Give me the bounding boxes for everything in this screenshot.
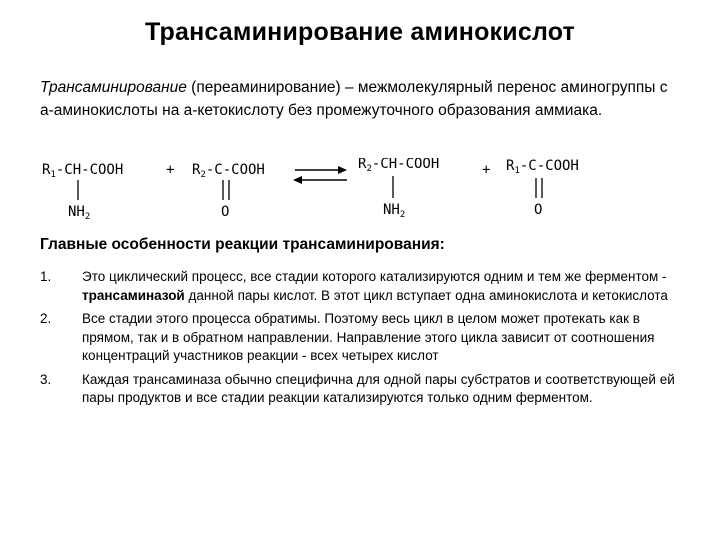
item-text: Все стадии этого процесса обратимы. Поэтому весь цикл в целом может протекать как в прямом, так и в обратном направлении. Направление этого цикла зависит от соотношения концентраций участников реакции - всех четырех кислот <box>82 311 655 363</box>
item-text: Это циклический процесс, все стадии которого катализируются одним и тем же ферментом - трансаминазой данной пары кислот. В этот цикл вступает одна аминокислота и кетокислота <box>82 269 668 303</box>
list-item <box>40 268 680 305</box>
oxygen-label-1: O <box>221 204 230 220</box>
enzyme-term: трансаминазой <box>82 287 185 303</box>
item-number: 3. <box>40 371 52 387</box>
features-list <box>40 268 680 413</box>
intro-term: Трансаминирование <box>40 79 187 96</box>
list-item <box>40 310 680 366</box>
intro-paragraph <box>40 76 680 122</box>
oxygen-label-2: O <box>534 202 543 218</box>
reaction-scheme <box>40 158 690 224</box>
plus-sign-2: + <box>482 162 491 178</box>
reaction-svg <box>40 158 690 224</box>
r1-label: $R_1-CH$-COOH <box>42 162 124 180</box>
intro-text: (переаминирование) – межмолекулярный перенос аминогруппы с а-аминокислоты на а-кетокислоту без промежуточного образования аммиака. <box>40 79 668 119</box>
item-number: 2. <box>40 311 52 326</box>
features-heading: Главные особенности реакции трансаминирования: <box>40 236 445 253</box>
r1b-label: $R_1-C$-COOH <box>506 158 579 176</box>
nh2-label-2: $NH_2$ <box>383 202 406 220</box>
list-item <box>40 371 680 408</box>
item-number: 1. <box>40 269 52 284</box>
reverse-arrow-head <box>293 176 302 184</box>
plus-sign-1: + <box>166 162 175 178</box>
forward-arrow-head <box>338 166 347 174</box>
slide-title: Трансаминирование аминокислот <box>144 18 575 46</box>
r2-label: $R_2-C$-COOH <box>192 162 265 180</box>
item-text: Каждая трансаминаза обычно специфична для одной пары субстратов и соответствующей ей пары продуктов и все стадии реакции катализируются только одним ферментом. <box>82 371 675 405</box>
r2b-label: $R_2-CH$-COOH <box>358 158 440 174</box>
nh2-label-1: $NH_2$ <box>68 204 91 222</box>
